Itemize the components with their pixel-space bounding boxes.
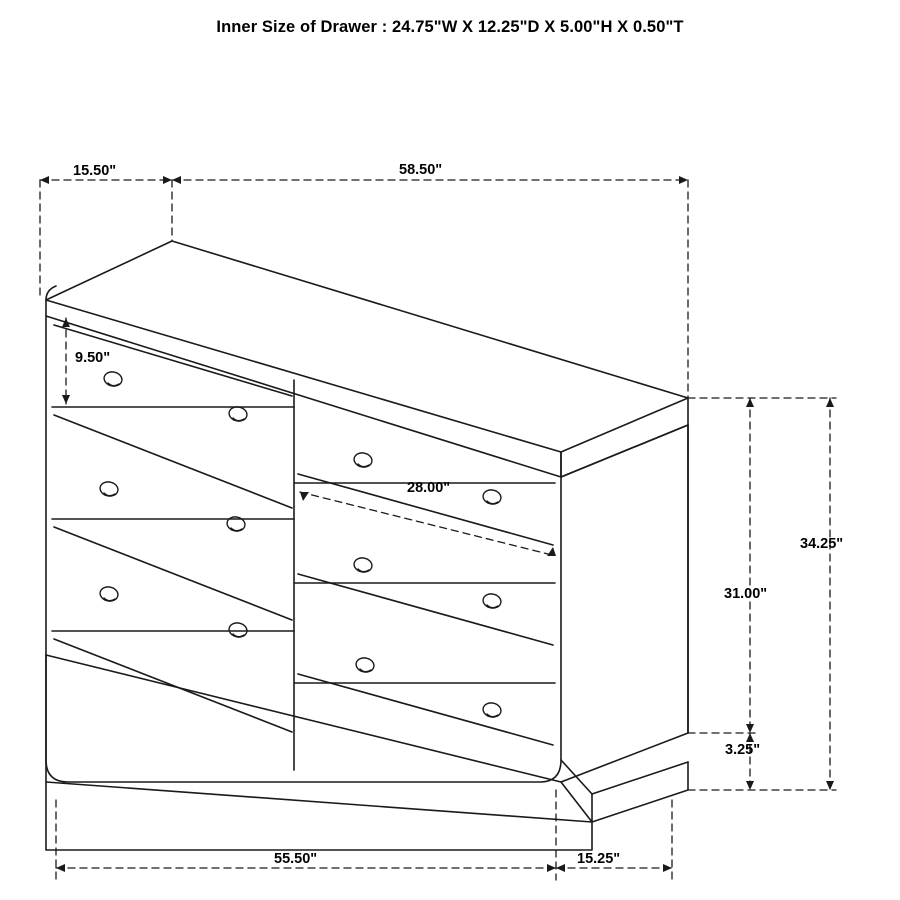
top-edge-fold (46, 300, 688, 452)
bevel-left-drawer-3 (54, 527, 292, 620)
dim-label-base-height: 3.25" (725, 742, 761, 758)
bevel-right-drawer-3 (298, 674, 553, 745)
dim-label-width-top: 58.50" (399, 162, 443, 178)
dresser-top (46, 241, 688, 477)
dimension-lines (40, 180, 836, 880)
dim-label-top-drawer-height: 9.50" (75, 350, 111, 366)
dim-label-base-depth: 15.25" (577, 851, 621, 867)
dim-label-drawer-width: 28.00" (407, 480, 451, 496)
plinth-back-top (46, 655, 561, 782)
plinth-right-face (592, 762, 688, 822)
knob-group-left (99, 370, 249, 638)
right-side-panel (561, 425, 688, 782)
page-title: Inner Size of Drawer : 24.75"W X 12.25"D X 5.00"H X 0.50"T (216, 18, 684, 36)
dim-label-base-width: 55.50" (274, 851, 318, 867)
bevel-left-drawer-2 (54, 415, 292, 508)
dim-label-case-height: 34.25" (800, 536, 844, 552)
bevel-right-drawer-2 (298, 574, 553, 645)
arrow-heads (40, 176, 834, 872)
plinth-right-inner (592, 762, 688, 794)
plinth-top-line (46, 782, 592, 822)
dim-label-body-height: 31.00" (724, 586, 768, 602)
dim-line-28-00 (300, 492, 556, 556)
plinth-left-face (46, 655, 592, 850)
dim-label-depth-top: 15.50" (73, 163, 117, 179)
